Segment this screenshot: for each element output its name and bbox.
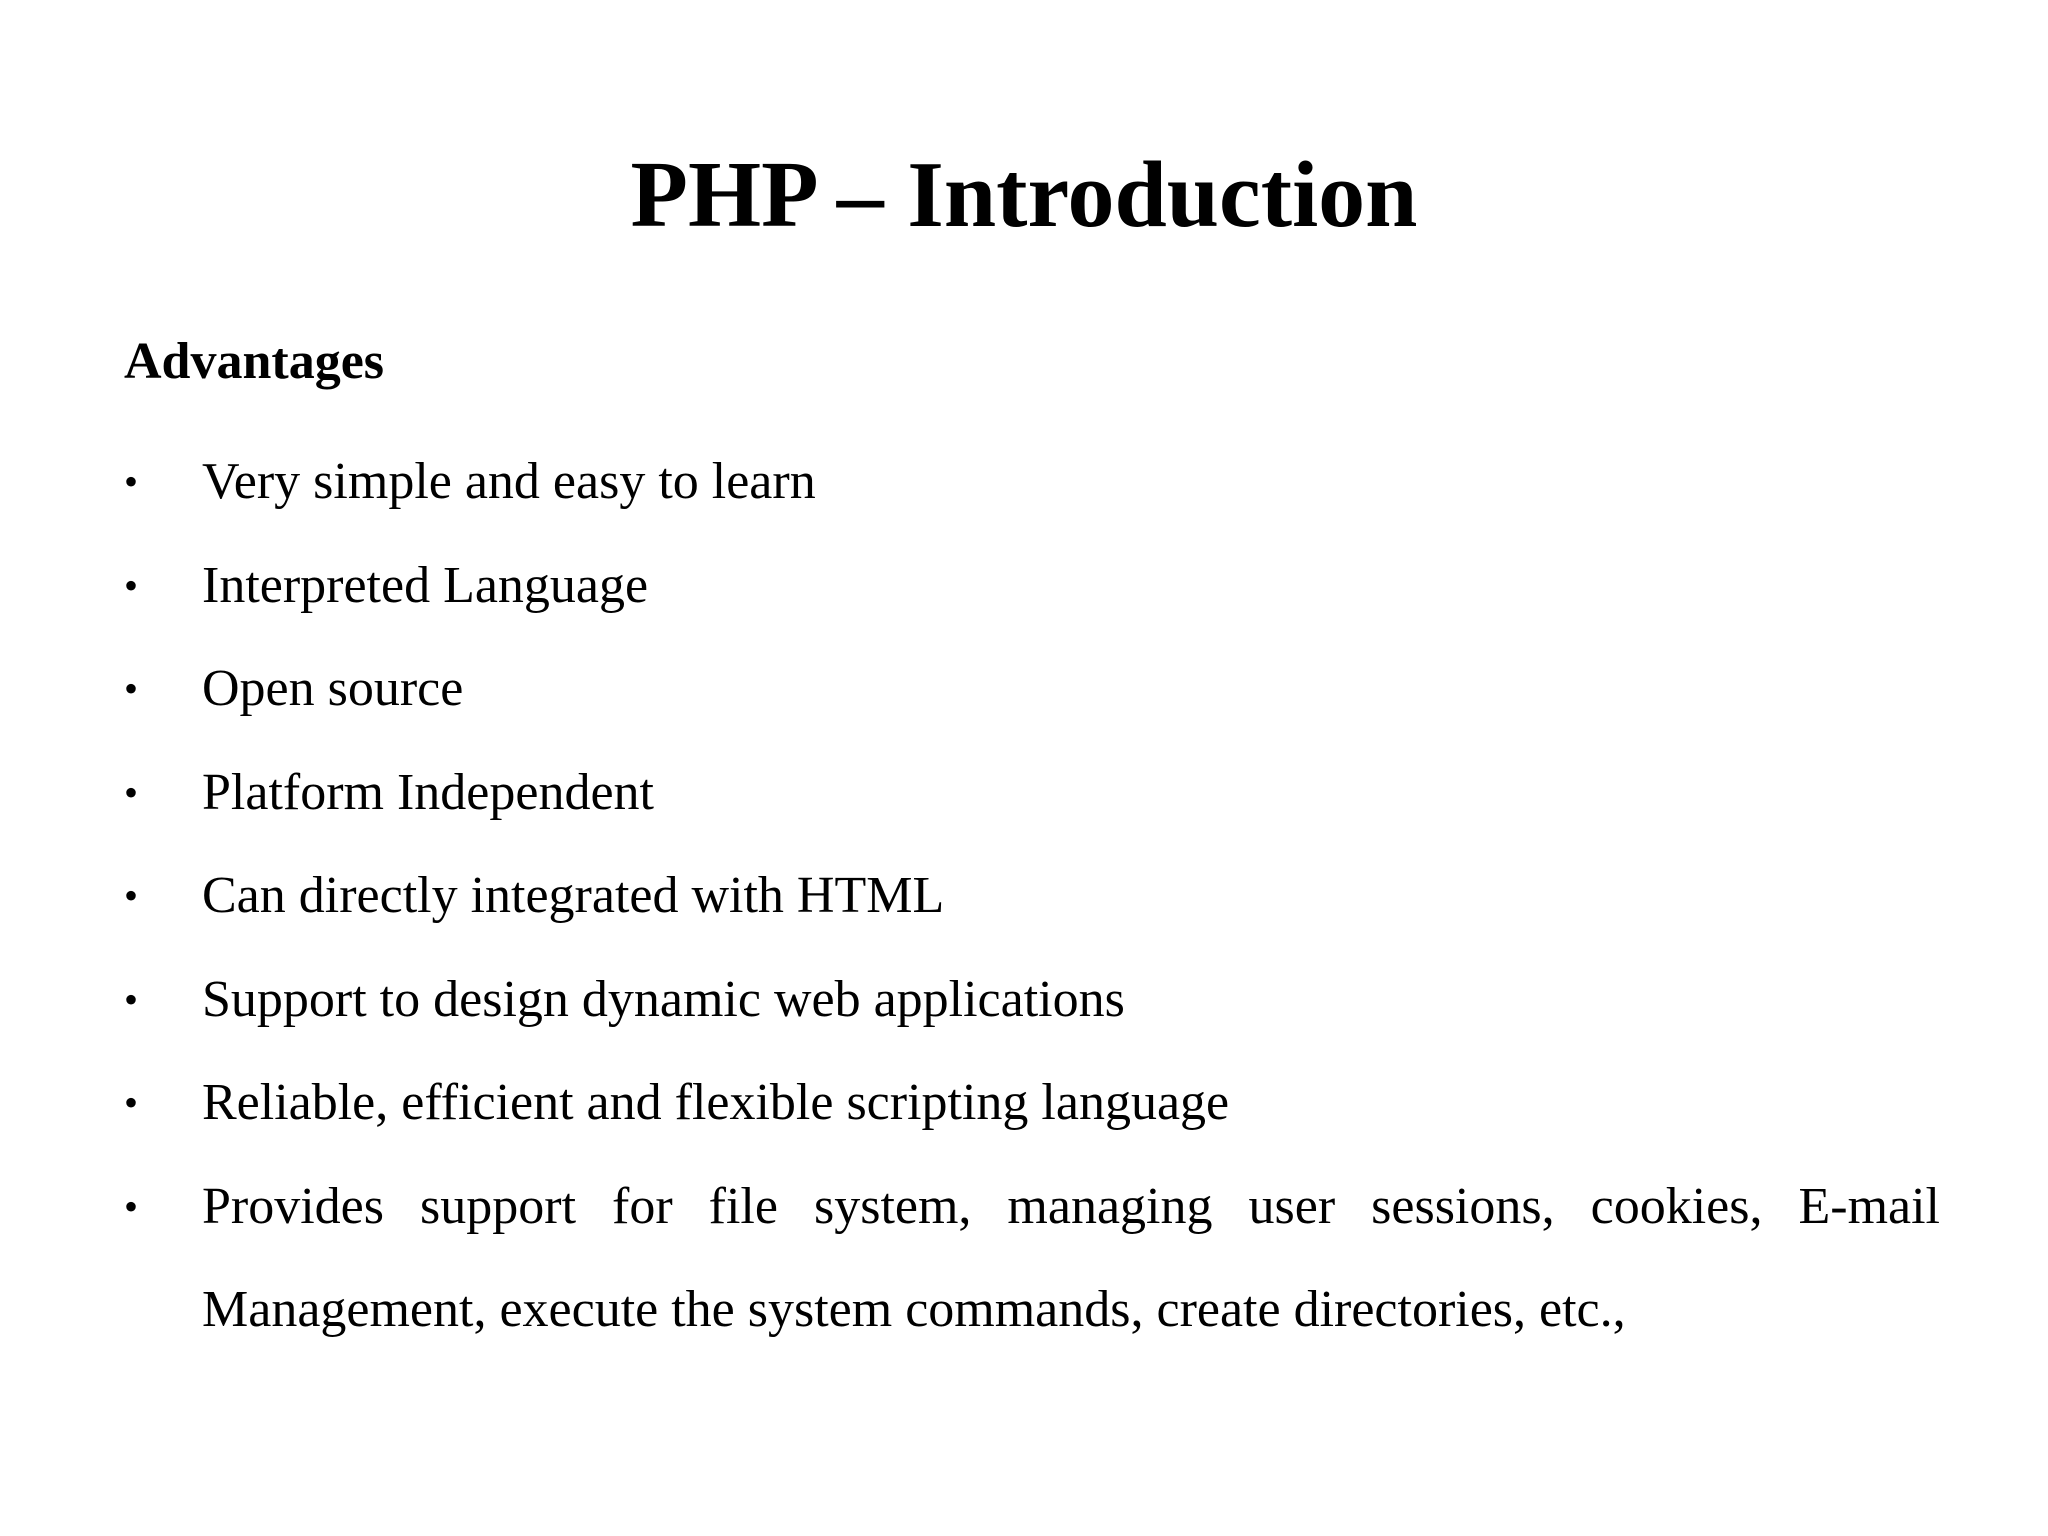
list-item-text: Open source — [202, 660, 464, 717]
list-item — [124, 430, 1940, 534]
list-item-text: Very simple and easy to learn — [202, 453, 816, 510]
bullet-icon: • — [124, 873, 139, 918]
list-item-text: Interpreted Language — [202, 556, 649, 614]
bullet-icon: • — [124, 1080, 139, 1125]
slide-title: PHP – Introduction — [630, 143, 1418, 247]
bullet-icon: • — [124, 1183, 139, 1229]
bullet-icon: • — [124, 769, 139, 815]
list-item — [124, 637, 1940, 741]
list-item-text: Can directly integrated with HTML — [202, 867, 945, 924]
list-item — [124, 844, 1940, 948]
list-item — [124, 534, 1940, 638]
list-item-text: Platform Independent — [202, 763, 654, 821]
list-item — [124, 1155, 1940, 1362]
list-item-text: Provides support for file system, managing user sessions, cookies, E-mail Management, execute the system commands, create directories, etc., — [202, 1177, 1940, 1338]
bullet-icon: • — [124, 666, 139, 711]
list-item — [124, 741, 1940, 845]
section-heading: Advantages — [124, 333, 385, 390]
bullet-icon: • — [124, 459, 139, 504]
list-item — [124, 948, 1940, 1052]
list-item-text: Support to design dynamic web applications — [202, 970, 1125, 1028]
bullet-icon: • — [124, 976, 139, 1022]
list-item-text: Reliable, efficient and flexible scripting language — [202, 1074, 1230, 1131]
bullet-icon: • — [124, 562, 139, 608]
list-item — [124, 1051, 1940, 1155]
bullet-list — [124, 430, 1940, 1362]
